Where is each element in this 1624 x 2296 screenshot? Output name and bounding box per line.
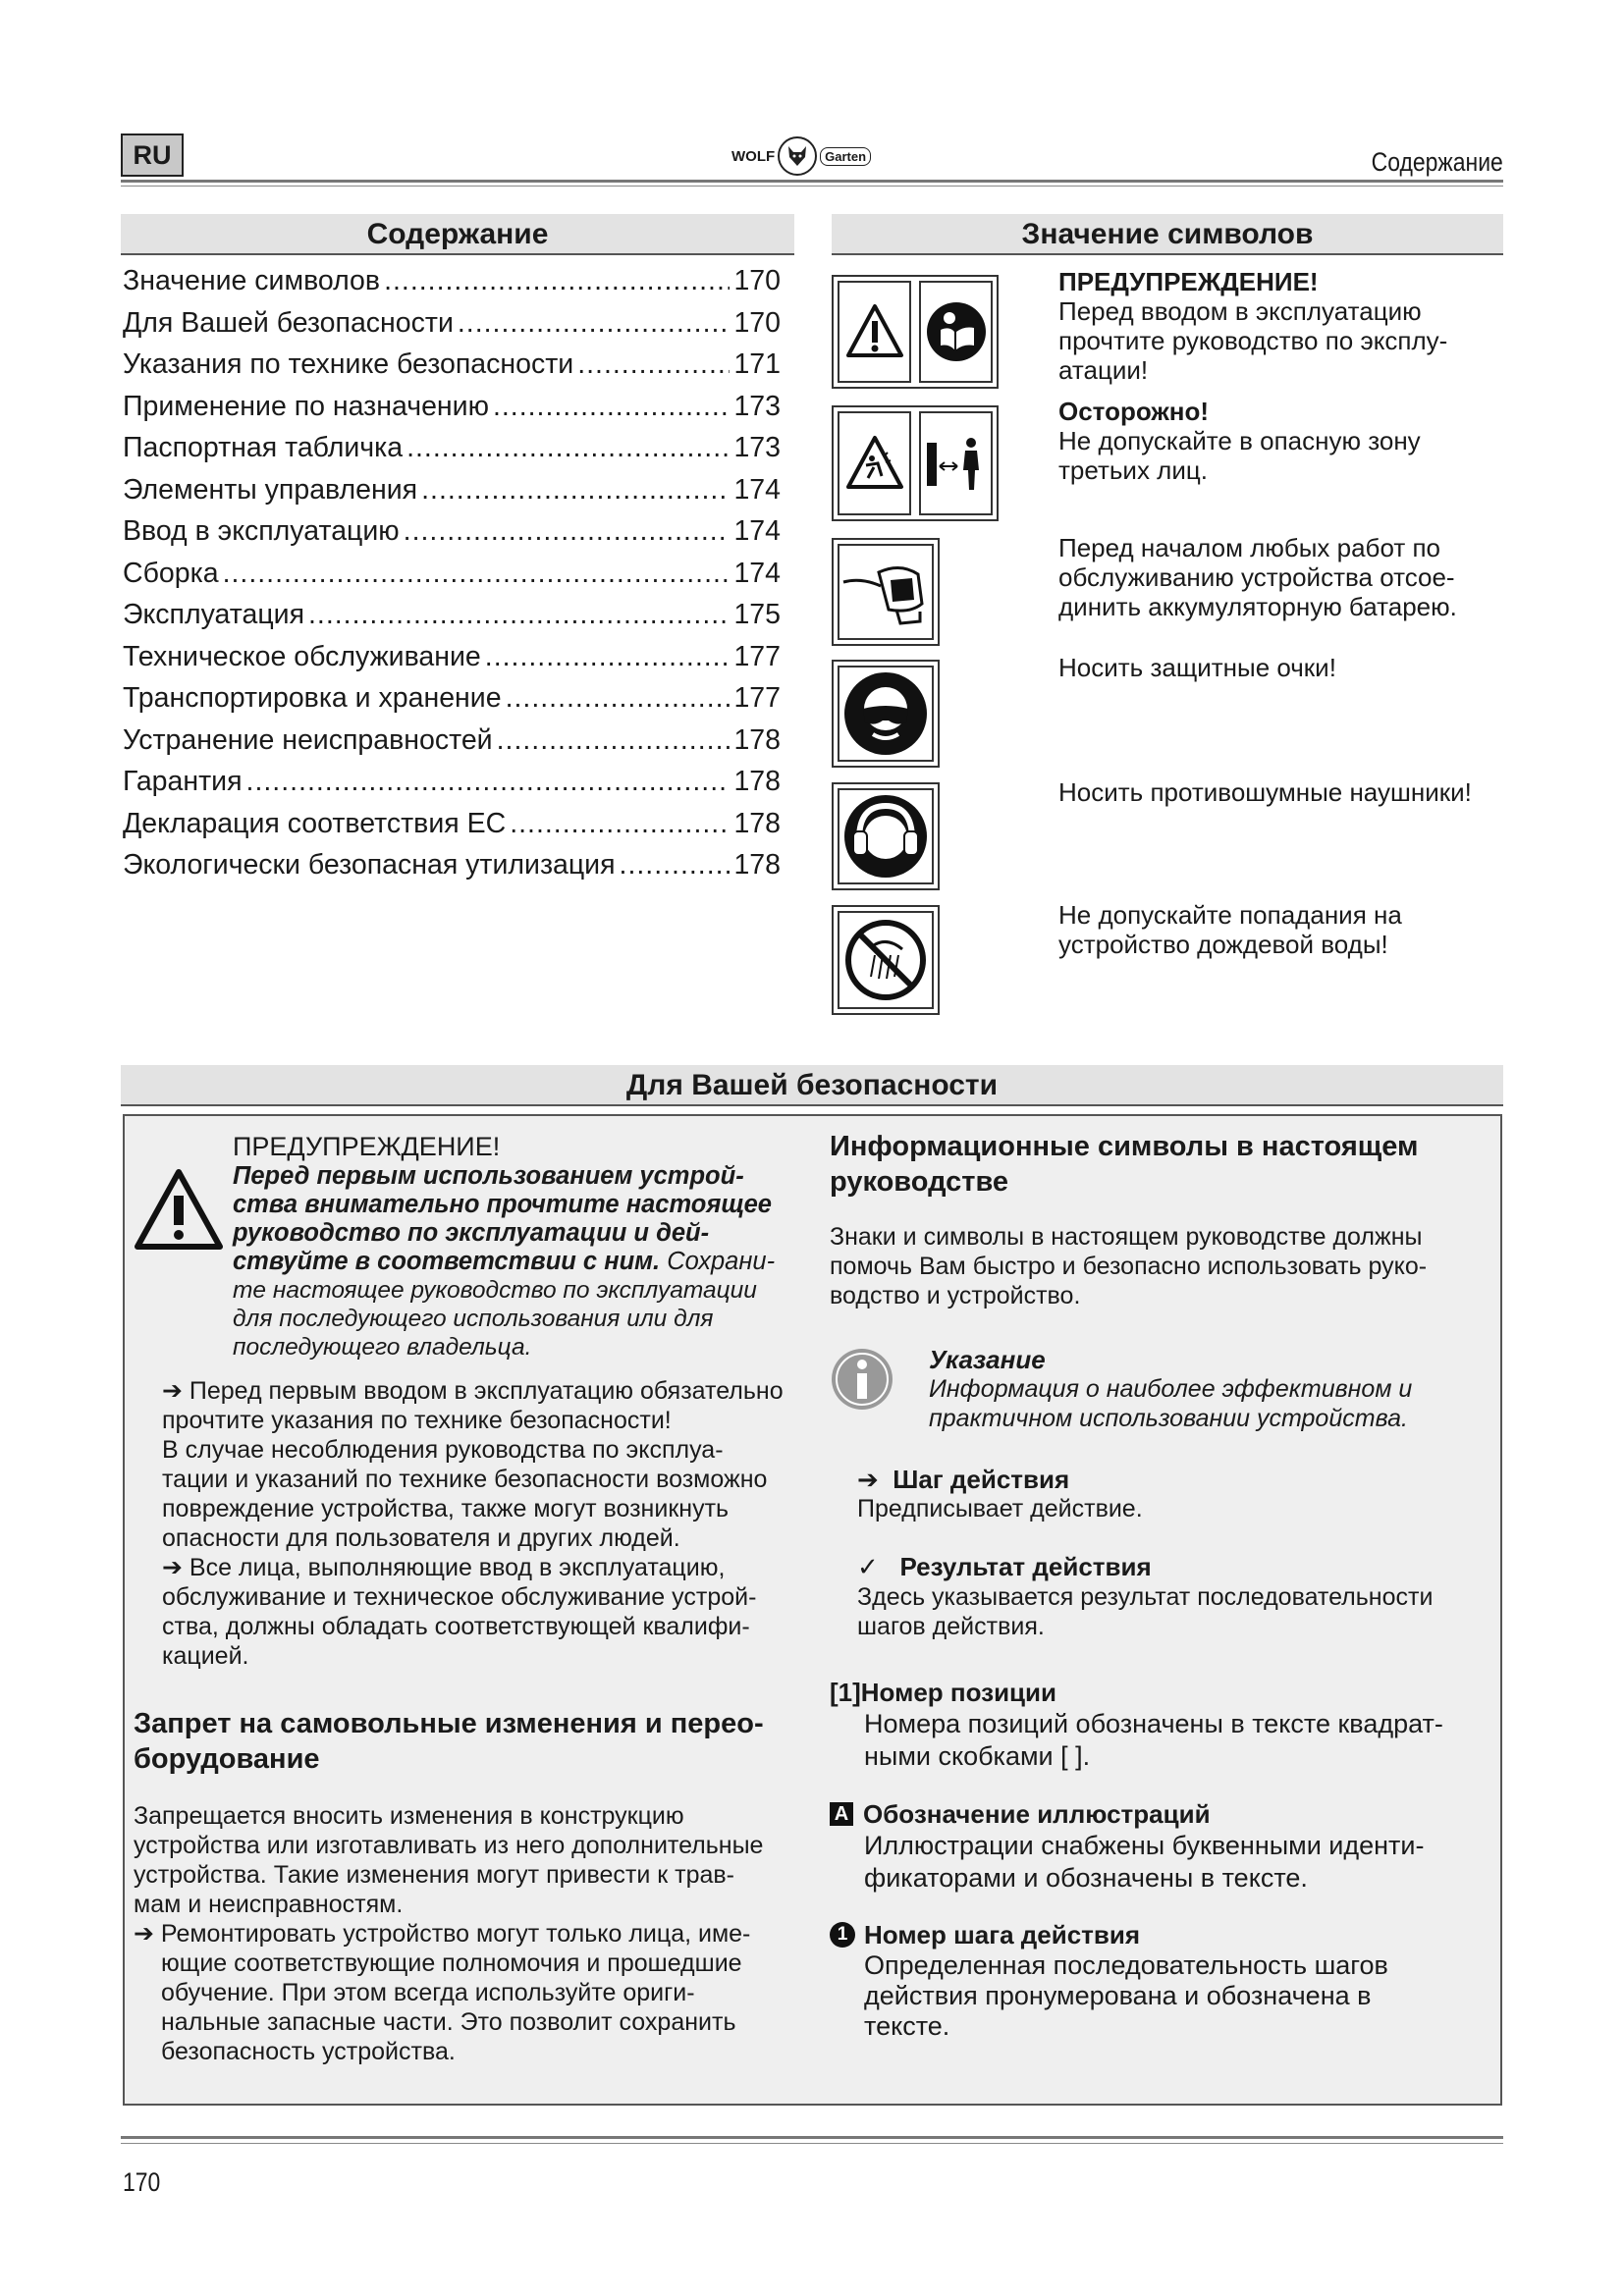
logo-text-right: Garten xyxy=(820,147,871,166)
toc-entry xyxy=(123,724,781,767)
read-manual-icon xyxy=(919,281,993,383)
safety-glasses-icon xyxy=(838,666,934,762)
toc-entry xyxy=(123,766,781,808)
arrow-icon: ➔ xyxy=(857,1465,879,1494)
toc-entry xyxy=(123,599,781,641)
toc-leader-dots xyxy=(493,391,730,423)
symbol-3-text: Перед началом любых работ по обслуживанию устройства отсое- динить аккумуляторную батарею. xyxy=(1058,533,1457,621)
toc-entry xyxy=(123,391,781,433)
toc-entry xyxy=(123,265,781,307)
modification-heading: Запрет на самовольные изменения и перео- борудование xyxy=(134,1708,764,1775)
toc-leader-dots xyxy=(246,766,731,798)
toc-entry-page: 170 xyxy=(733,265,781,296)
warning-mixed-line: ствуйте в соответствии с ним. Сохрани- xyxy=(233,1248,776,1275)
toc-entry-label: Указания по технике безопасности xyxy=(123,348,574,380)
illustration-block: A Обозначение иллюстраций Иллюстрации снабжены буквенными иденти- фикаторами и обозначены в тексте. xyxy=(830,1798,1497,1895)
toc-heading: Содержание xyxy=(121,214,794,255)
symbol-safety-glasses xyxy=(832,660,940,768)
symbol-caution-third-parties xyxy=(832,405,999,521)
toc-entry xyxy=(123,348,781,391)
battery-removal-icon xyxy=(838,544,934,640)
toc-leader-dots xyxy=(510,808,730,840)
info-icon xyxy=(830,1347,894,1416)
toc-leader-dots xyxy=(406,432,730,464)
symbol-1-text: ПРЕДУПРЕЖДЕНИЕ! Перед вводом в эксплуатацию прочтите руководство по эксплу- атации! xyxy=(1058,267,1448,385)
warning-bold-line: ства внимательно прочтите настоящее xyxy=(233,1191,772,1218)
symbol-ear-protection xyxy=(832,782,940,890)
toc-entry-label: Паспортная табличка xyxy=(123,432,404,463)
language-badge: RU xyxy=(121,133,184,177)
toc-entry-page: 170 xyxy=(733,306,781,339)
symbol-warning-read-manual xyxy=(832,275,999,389)
toc-leader-dots xyxy=(506,682,731,715)
toc-leader-dots xyxy=(497,724,731,757)
toc-entry-label: Значение символов xyxy=(123,265,381,296)
toc-entry-label: Элементы управления xyxy=(123,473,418,506)
toc-leader-dots xyxy=(421,474,730,507)
toc-leader-dots xyxy=(485,641,731,673)
toc-entry-page: 177 xyxy=(733,682,781,714)
brand-logo xyxy=(731,135,871,177)
toc-entry xyxy=(123,432,781,474)
toc-entry-label: Устранение неисправностей xyxy=(123,723,493,756)
toc-entry-page: 175 xyxy=(733,599,781,630)
header-rule-thin xyxy=(121,186,1503,187)
toc-entry-label: Транспортировка и хранение xyxy=(123,682,502,714)
toc-entry xyxy=(123,682,781,724)
toc-leader-dots xyxy=(384,265,730,297)
warning-bold-line: руководство по эксплуатации и дей- xyxy=(233,1219,710,1247)
toc-entry-page: 174 xyxy=(733,557,781,589)
check-icon: ✓ xyxy=(857,1552,879,1581)
toc-entry-label: Экологически безопасная утилизация xyxy=(123,849,616,881)
safety-heading: Для Вашей безопасности xyxy=(121,1065,1503,1106)
table-of-contents xyxy=(123,265,781,891)
info-symbols-para: Знаки и символы в настоящем руководстве должны помочь Вам быстро и безопасно использовать руко- водство и устройство. xyxy=(830,1223,1428,1309)
toc-entry-page: 178 xyxy=(733,766,781,797)
toc-entry-label: Декларация соответствия ЕС xyxy=(123,807,507,839)
caution-debris-icon xyxy=(838,411,911,515)
toc-entry-page: 178 xyxy=(733,807,781,839)
wolf-head-icon xyxy=(778,136,817,176)
symbol-4-text: Носить защитные очки! xyxy=(1058,653,1336,682)
step-block: ➔ Шаг действия Предписывает действие. xyxy=(857,1465,1143,1522)
toc-entry-page: 171 xyxy=(733,348,781,380)
footer-rule-thin xyxy=(121,2143,1503,2144)
symbol-no-rain xyxy=(832,905,940,1015)
toc-entry-label: Гарантия xyxy=(123,766,243,797)
safety-instructions-para: ➔ Перед первым вводом в эксплуатацию обязательно прочтите указания по технике безопасности! В случае несоблюдения руководства по эксплуа- тации и указаний по технике безопасности возможно повреждение устройства, также могут возникнуть опасности для пользователя и других людей. ➔ Все лица, выполняющие ввод в эксплуатацию, обслуживание и техническое обслуживание устрой- ства, должны обладать соответствующей квалифи- кацией. xyxy=(162,1377,784,1670)
logo-text-left: WOLF xyxy=(731,147,776,165)
ear-protection-icon xyxy=(838,788,934,884)
toc-entry-label: Применение по назначению xyxy=(123,390,489,422)
step-number-marker-icon: 1 xyxy=(830,1922,855,1948)
toc-entry xyxy=(123,474,781,516)
symbol-5-text: Носить противошумные наушники! xyxy=(1058,777,1472,807)
symbol-remove-battery xyxy=(832,538,940,646)
toc-leader-dots xyxy=(458,307,731,340)
illustration-marker-icon: A xyxy=(830,1802,853,1826)
toc-leader-dots xyxy=(308,599,730,631)
toc-entry-page: 174 xyxy=(733,473,781,506)
toc-leader-dots xyxy=(223,558,731,590)
symbol-2-text: Осторожно! Не допускайте в опасную зону третьих лиц. xyxy=(1058,397,1421,485)
keep-distance-icon xyxy=(919,411,993,515)
warning-block xyxy=(233,1131,802,1362)
toc-entry-label: Эксплуатация xyxy=(123,599,304,630)
toc-entry-label: Ввод в эксплуатацию xyxy=(123,515,400,547)
warning-italic-line: для последующего использования или для xyxy=(233,1306,714,1332)
no-rain-icon xyxy=(838,911,934,1009)
toc-entry xyxy=(123,558,781,600)
footer-rule xyxy=(121,2136,1503,2139)
warning-triangle-icon xyxy=(134,1168,224,1255)
toc-entry-page: 173 xyxy=(733,432,781,463)
header-rule xyxy=(121,180,1503,183)
page-number: 170 xyxy=(123,2167,161,2197)
warning-italic-line: последующего владельца. xyxy=(233,1334,532,1361)
toc-entry xyxy=(123,307,781,349)
toc-entry-page: 177 xyxy=(733,640,781,672)
result-block: ✓ Результат действия Здесь указывается результат последовательности шагов действия. xyxy=(857,1552,1434,1640)
info-symbols-heading: Информационные символы в настоящем руководстве xyxy=(830,1131,1419,1198)
toc-leader-dots xyxy=(620,849,731,881)
toc-entry xyxy=(123,641,781,683)
toc-entry xyxy=(123,808,781,850)
toc-entry xyxy=(123,515,781,558)
toc-leader-dots xyxy=(577,348,730,381)
step-number-block: 1 Номер шага действия Определенная последовательность шагов действия пронумерована и обозначена в тексте. xyxy=(830,1919,1497,2042)
toc-leader-dots xyxy=(404,515,731,548)
warning-bold-line: Перед первым использованием устрой- xyxy=(233,1162,744,1190)
symbols-heading: Значение символов xyxy=(832,214,1503,255)
toc-entry-label: Для Вашей безопасности xyxy=(123,306,454,339)
toc-entry-page: 174 xyxy=(733,515,781,547)
toc-entry-label: Сборка xyxy=(123,557,219,589)
warning-heading: ПРЕДУПРЕЖДЕНИЕ! xyxy=(233,1132,501,1161)
toc-entry-page: 173 xyxy=(733,390,781,422)
symbol-6-text: Не допускайте попадания на устройство дождевой воды! xyxy=(1058,900,1402,959)
modification-para: Запрещается вносить изменения в конструкцию устройства или изготавливать из него дополнительные устройства. Такие изменения могут привести к трав- мам и неисправностям. ➔ Ремонтировать устройство могут только лица, име- ющие соответствующие полномочия и прошедшие обучение. При этом всегда используйте ориги- нальные запасные части. Это позволит сохранить безопасность устройства. xyxy=(134,1802,764,2065)
header-section-title: Содержание xyxy=(1371,147,1503,177)
note-block: Указание Информация о наиболее эффективном и практичном использовании устройства. xyxy=(929,1345,1413,1432)
toc-entry-page: 178 xyxy=(733,723,781,756)
toc-entry-page: 178 xyxy=(733,849,781,881)
warning-triangle-icon xyxy=(838,281,911,383)
toc-entry xyxy=(123,849,781,891)
toc-entry-label: Техническое обслуживание xyxy=(123,640,481,672)
position-block: [1]Номер позиции Номера позиций обозначены в тексте квадрат- ными скобками [ ]. xyxy=(830,1678,1443,1771)
warning-italic-line: те настоящее руководство по эксплуатации xyxy=(233,1277,757,1304)
